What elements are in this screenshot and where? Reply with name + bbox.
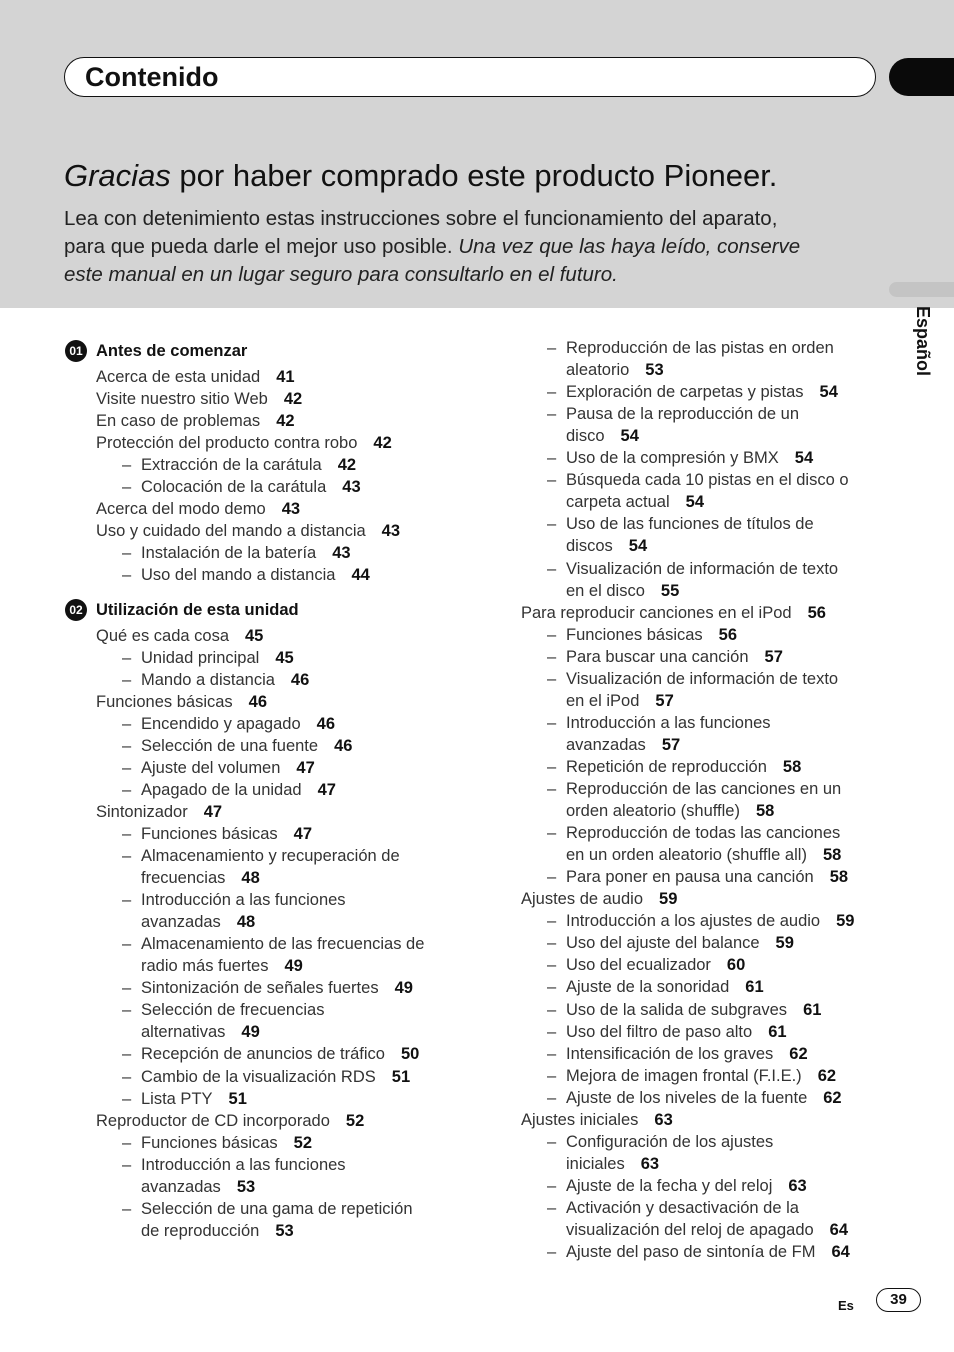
toc-entry-text: Unidad principal — [141, 648, 260, 667]
toc-entry-text: Reproducción de todas las canciones — [566, 824, 841, 843]
chapter-tab — [889, 58, 954, 96]
toc-entry-continuation[interactable] — [141, 911, 255, 933]
toc-entry-text: Selección de una fuente — [141, 736, 319, 755]
toc-page-number: 43 — [381, 522, 401, 541]
toc-dash: – — [547, 713, 557, 732]
toc-entry[interactable] — [566, 403, 799, 425]
toc-dash: – — [547, 1176, 557, 1195]
toc-dash: – — [547, 449, 557, 468]
toc-entry[interactable] — [566, 910, 854, 932]
toc-entry-text: Uso de la salida de subgraves — [566, 1000, 788, 1019]
toc-entry-text: Protección del producto contra robo — [96, 434, 358, 453]
toc-entry[interactable] — [566, 866, 848, 888]
toc-dash: – — [547, 383, 557, 402]
toc-entry[interactable] — [141, 476, 361, 498]
toc-dash: – — [122, 1089, 132, 1108]
toc-page-number: 57 — [764, 647, 783, 666]
toc-dash: – — [547, 1066, 557, 1085]
toc-entry-text: Colocación de la carátula — [141, 478, 327, 497]
toc-entry-text: disco — [566, 427, 605, 446]
toc-page-number: 47 — [293, 824, 313, 843]
toc-page-number: 44 — [351, 566, 370, 585]
toc-entry-text: avanzadas — [566, 735, 646, 754]
section-title: Contenido — [85, 62, 219, 92]
toc-entry[interactable] — [566, 976, 764, 998]
toc-entry-continuation[interactable] — [141, 955, 303, 977]
toc-entry-text: aleatorio — [566, 361, 630, 380]
toc-page-number: 45 — [245, 626, 264, 645]
toc-page-number: 51 — [228, 1089, 247, 1108]
toc-page-number: 49 — [241, 1023, 260, 1042]
toc-entry[interactable] — [96, 625, 263, 647]
toc-entry-text: Ajuste del paso de sintonía de FM — [566, 1243, 816, 1262]
toc-entry-text: Introducción a las funciones — [141, 1155, 346, 1174]
toc-entry[interactable] — [96, 498, 300, 520]
toc-entry[interactable] — [96, 410, 295, 432]
toc-entry-continuation[interactable] — [566, 1219, 848, 1241]
toc-page-number: 64 — [831, 1243, 850, 1262]
toc-dash: – — [547, 647, 557, 666]
intro-line-3 — [64, 261, 854, 289]
toc-page-number: 53 — [275, 1221, 294, 1240]
toc-page-number: 59 — [836, 912, 855, 931]
toc-entry-text: en el iPod — [566, 691, 640, 710]
toc-entry-continuation[interactable] — [566, 535, 647, 557]
toc-page-number: 48 — [236, 913, 256, 932]
toc-entry[interactable] — [141, 735, 352, 757]
toc-page-number: 42 — [373, 434, 392, 453]
toc-dash: – — [122, 1045, 132, 1064]
toc-page-number: 58 — [829, 868, 849, 887]
toc-entry[interactable] — [96, 432, 392, 454]
toc-entry-text: Exploración de carpetas y pistas — [566, 383, 804, 402]
section-heading: Utilización de esta unidad — [96, 600, 299, 619]
toc-entry[interactable] — [96, 366, 295, 388]
toc-entry[interactable] — [566, 932, 794, 954]
toc-page-number: 56 — [807, 603, 826, 622]
toc-entry[interactable] — [566, 999, 821, 1021]
toc-entry-text: Selección de frecuencias — [141, 1001, 325, 1020]
toc-page-number: 45 — [275, 648, 294, 667]
toc-entry[interactable] — [566, 668, 838, 690]
toc-entry[interactable] — [141, 823, 312, 845]
toc-entry[interactable] — [141, 1132, 312, 1154]
toc-page-number: 64 — [829, 1221, 849, 1239]
toc-dash: – — [122, 1155, 132, 1174]
toc-page-number: 50 — [401, 1045, 420, 1064]
toc-dash: – — [122, 1001, 132, 1020]
section-title-box — [64, 57, 876, 97]
toc-entry-text: carpeta actual — [566, 493, 670, 512]
section-number-badge: 02 — [65, 599, 87, 621]
toc-page-number: 46 — [334, 736, 353, 755]
toc-entry-text: Uso del ajuste del balance — [566, 934, 760, 953]
toc-entry[interactable] — [566, 1131, 773, 1153]
toc-dash: – — [547, 1198, 557, 1217]
toc-page-number: 54 — [628, 537, 648, 556]
toc-page-number: 46 — [248, 692, 268, 711]
toc-dash: – — [547, 471, 557, 490]
toc-entry-text: alternativas — [141, 1023, 226, 1042]
toc-entry-text: en el disco — [566, 581, 645, 600]
toc-dash: – — [547, 978, 557, 997]
toc-entry-text: Repetición de reproducción — [566, 757, 767, 776]
toc-entry-continuation[interactable] — [566, 491, 704, 513]
toc-dash: – — [547, 1022, 557, 1041]
toc-entry-text: visualización del reloj de apagado — [566, 1221, 814, 1239]
toc-entry-text: radio más fuertes — [141, 957, 269, 976]
toc-page-number: 61 — [745, 978, 764, 997]
toc-dash: – — [547, 405, 557, 424]
toc-entry-text: Ajuste de la fecha y del reloj — [566, 1176, 773, 1195]
toc-entry[interactable] — [566, 954, 745, 976]
footer-page-number: 39 — [876, 1288, 921, 1312]
toc-dash: – — [122, 714, 132, 733]
toc-page-number: 61 — [803, 1000, 822, 1019]
toc-dash: – — [547, 780, 557, 798]
toc-entry-text: Visualización de información de texto — [566, 669, 839, 688]
toc-entry-text: Funciones básicas — [566, 625, 703, 644]
toc-entry[interactable] — [521, 602, 826, 624]
toc-dash: – — [547, 912, 557, 931]
toc-entry[interactable] — [566, 469, 849, 491]
toc-entry-continuation[interactable] — [141, 1176, 255, 1198]
toc-dash: – — [122, 1199, 132, 1218]
toc-entry-continuation[interactable] — [566, 844, 841, 866]
toc-entry-text: de reproducción — [141, 1221, 260, 1240]
toc-dash: – — [547, 515, 557, 534]
toc-entry-text: Recepción de anuncios de tráfico — [141, 1045, 385, 1064]
intro-paragraph — [64, 205, 854, 289]
toc-entry-text: Introducción a las funciones — [141, 891, 346, 910]
toc-entry-text: Reproducción de las canciones en un — [566, 780, 842, 798]
toc-entry[interactable] — [141, 542, 351, 564]
toc-entry-text: Mando a distancia — [141, 670, 275, 689]
toc-entry-text: Acerca del modo demo — [96, 500, 266, 519]
toc-entry[interactable] — [96, 801, 222, 823]
toc-entry[interactable] — [96, 691, 267, 713]
toc-entry-text: Búsqueda cada 10 pistas en el disco o — [566, 471, 849, 490]
toc-entry-continuation[interactable] — [141, 1220, 294, 1242]
intro-line-2-plain: para que pueda darle el mejor uso posible. — [64, 235, 459, 258]
toc-page-number: 42 — [283, 390, 303, 409]
toc-entry-text: Para buscar una canción — [566, 647, 749, 666]
toc-entry[interactable] — [566, 712, 771, 734]
toc-entry[interactable] — [141, 454, 356, 476]
toc-entry[interactable] — [566, 337, 834, 359]
toc-entry[interactable] — [141, 1043, 419, 1065]
toc-entry-text: Almacenamiento y recuperación de — [141, 847, 400, 865]
toc-entry[interactable] — [141, 933, 424, 955]
toc-page-number: 47 — [296, 758, 315, 777]
heading-italic: Gracias — [64, 158, 171, 193]
toc-entry-text: Lista PTY — [141, 1089, 213, 1108]
toc-page-number: 52 — [293, 1133, 313, 1152]
toc-entry-text: Ajustes de audio — [521, 890, 644, 909]
toc-entry[interactable] — [141, 889, 346, 911]
toc-entry-text: Funciones básicas — [96, 692, 233, 711]
toc-page-number: 43 — [342, 478, 361, 497]
toc-page-number: 54 — [794, 449, 814, 468]
intro-line-3-italic: este manual en un lugar seguro para consultarlo en el futuro. — [64, 263, 618, 286]
toc-dash: – — [547, 1243, 557, 1262]
toc-entry-text: Uso del filtro de paso alto — [566, 1022, 753, 1041]
toc-dash: – — [547, 868, 557, 887]
toc-entry[interactable] — [141, 999, 324, 1021]
toc-page-number: 49 — [284, 957, 303, 976]
toc-dash: – — [122, 758, 132, 777]
toc-entry[interactable] — [566, 1197, 799, 1219]
toc-entry[interactable] — [141, 647, 294, 669]
toc-entry-text: Visite nuestro sitio Web — [96, 390, 268, 409]
toc-page-number: 63 — [640, 1154, 660, 1173]
toc-entry-text: avanzadas — [141, 913, 221, 932]
toc-entry-text: Funciones básicas — [141, 824, 278, 843]
intro-line-2 — [64, 233, 854, 261]
toc-entry-continuation[interactable] — [566, 580, 679, 602]
toc-entry[interactable] — [141, 564, 370, 586]
toc-entry[interactable] — [566, 381, 838, 403]
toc-entry[interactable] — [566, 513, 814, 535]
toc-entry[interactable] — [566, 778, 841, 800]
toc-dash: – — [547, 757, 557, 776]
intro-line-2-italic: Una vez que las haya leído, conserve — [458, 235, 801, 258]
language-label: Español — [913, 306, 933, 377]
toc-page-number: 47 — [317, 780, 336, 799]
toc-page-number: 43 — [281, 500, 301, 519]
toc-page-number: 58 — [782, 757, 802, 776]
toc-entry[interactable] — [141, 669, 309, 691]
toc-dash: – — [122, 824, 132, 843]
toc-entry[interactable] — [566, 1065, 836, 1087]
toc-entry-text: Cambio de la visualización RDS — [141, 1067, 376, 1086]
toc-dash: – — [547, 1000, 557, 1019]
toc-entry[interactable] — [566, 1021, 787, 1043]
toc-entry-text: Reproductor de CD incorporado — [96, 1111, 330, 1130]
toc-entry[interactable] — [521, 1109, 673, 1131]
toc-entry-text: Instalación de la batería — [141, 544, 317, 563]
toc-page-number: 43 — [332, 544, 351, 563]
toc-entry[interactable] — [96, 520, 400, 542]
toc-entry-text: Activación y desactivación de la — [566, 1198, 799, 1217]
toc-dash: – — [547, 559, 557, 578]
toc-entry-text: Para poner en pausa una canción — [566, 868, 814, 887]
toc-dash: – — [547, 934, 557, 953]
toc-page-number: 57 — [655, 691, 674, 710]
toc-page-number: 48 — [241, 869, 260, 888]
toc-page-number: 57 — [661, 735, 681, 754]
toc-entry-text: Qué es cada cosa — [96, 626, 229, 645]
toc-entry-text: avanzadas — [141, 1177, 221, 1196]
toc-entry-text: Ajuste del volumen — [141, 758, 281, 777]
toc-entry-text: Funciones básicas — [141, 1133, 278, 1152]
toc-entry[interactable] — [566, 447, 813, 469]
toc-entry-text: Uso del mando a distancia — [141, 566, 336, 585]
toc-entry-text: Ajuste de la sonoridad — [566, 978, 730, 997]
toc-entry[interactable] — [566, 558, 838, 580]
toc-page-number: 56 — [718, 625, 738, 644]
section-heading: Antes de comenzar — [96, 342, 248, 360]
toc-page-number: 47 — [203, 802, 223, 821]
heading-rest: por haber comprado este producto Pioneer. — [170, 158, 778, 193]
toc-dash: – — [122, 935, 132, 954]
toc-page-number: 62 — [817, 1066, 837, 1085]
toc-entry[interactable] — [141, 757, 315, 779]
toc-entry-text: Acerca de esta unidad — [96, 368, 261, 386]
toc-entry-text: Uso de la compresión y BMX — [566, 449, 779, 468]
toc-entry-text: Visualización de información de texto — [566, 559, 839, 578]
toc-dash: – — [547, 1044, 557, 1063]
toc-page-number: 54 — [819, 383, 838, 402]
toc-entry[interactable] — [141, 977, 413, 999]
toc-entry-continuation[interactable] — [141, 1021, 260, 1043]
toc-page-number: 60 — [726, 956, 746, 975]
toc-entry-text: frecuencias — [141, 869, 226, 888]
toc-dash: – — [122, 670, 132, 689]
toc-dash: – — [122, 544, 132, 563]
toc-dash: – — [122, 1133, 132, 1152]
toc-entry-text: discos — [566, 537, 613, 556]
toc-dash: – — [547, 824, 557, 843]
toc-entry-continuation[interactable] — [566, 1153, 659, 1175]
toc-entry[interactable] — [521, 888, 677, 910]
toc-page-number: 41 — [276, 368, 295, 386]
toc-page-number: 53 — [645, 361, 664, 380]
toc-entry-text: En caso de problemas — [96, 412, 261, 431]
toc-page-number: 42 — [337, 456, 357, 475]
toc-page-number: 58 — [822, 846, 842, 865]
toc-page-number: 58 — [755, 802, 775, 821]
toc-entry[interactable] — [96, 1110, 364, 1132]
toc-entry-text: Extracción de la carátula — [141, 456, 322, 475]
toc-dash: – — [122, 891, 132, 910]
toc-entry-text: orden aleatorio (shuffle) — [566, 802, 740, 821]
toc-entry[interactable] — [566, 1043, 808, 1065]
section-number-badge: 01 — [65, 340, 87, 362]
toc-dash: – — [547, 1088, 557, 1107]
toc-dash: – — [122, 979, 132, 998]
toc-page-number: 63 — [788, 1176, 807, 1195]
toc-dash: – — [122, 478, 132, 497]
toc-entry-text: Selección de una gama de repetición — [141, 1199, 413, 1218]
toc-page-number: 49 — [394, 979, 413, 998]
toc-entry-text: Encendido y apagado — [141, 714, 301, 733]
toc-entry-continuation[interactable] — [566, 359, 664, 381]
toc-entry-continuation[interactable] — [566, 800, 774, 822]
toc-entry[interactable] — [141, 1154, 346, 1176]
footer-language-code: Es — [838, 1298, 854, 1313]
toc-entry-text: Reproducción de las pistas en orden — [566, 339, 834, 357]
toc-dash: – — [122, 648, 132, 667]
toc-entry[interactable] — [141, 1088, 247, 1110]
toc-page-number: 61 — [768, 1022, 787, 1041]
toc-dash: – — [547, 625, 557, 644]
toc-entry-text: Mejora de imagen frontal (F.I.E.) — [566, 1066, 802, 1085]
toc-dash: – — [547, 1132, 557, 1151]
toc-page-number: 54 — [620, 427, 639, 446]
toc-dash: – — [122, 736, 132, 755]
toc-entry-text: en un orden aleatorio (shuffle all) — [566, 846, 807, 865]
toc-page-number: 42 — [276, 412, 295, 431]
toc-entry-text: Uso de las funciones de títulos de — [566, 515, 814, 534]
toc-page-number: 51 — [391, 1067, 411, 1086]
toc-entry[interactable] — [566, 1175, 807, 1197]
toc-entry-text: Ajustes iniciales — [521, 1110, 639, 1129]
toc-entry[interactable] — [141, 845, 400, 867]
toc-dash: – — [122, 780, 132, 799]
toc-entry-text: Pausa de la reproducción de un — [566, 405, 799, 424]
toc-entry[interactable] — [566, 1087, 842, 1109]
intro-line-1: Lea con detenimiento estas instrucciones sobre el funcionamiento del aparato, — [64, 207, 778, 230]
toc-page-number: 46 — [290, 670, 310, 689]
toc-entry-text: Almacenamiento de las frecuencias de — [141, 935, 425, 954]
toc-page-number: 53 — [236, 1177, 256, 1196]
toc-entry-text: iniciales — [566, 1154, 625, 1173]
toc-page-number: 63 — [654, 1110, 673, 1129]
toc-page-number: 62 — [789, 1044, 808, 1063]
toc-entry-text: Introducción a los ajustes de audio — [566, 912, 821, 931]
toc-entry[interactable] — [141, 1066, 410, 1088]
toc-page-number: 59 — [659, 890, 678, 909]
toc-entry-text: Intensificación de los graves — [566, 1044, 774, 1063]
toc-entry[interactable] — [566, 1241, 850, 1263]
toc-dash: – — [547, 956, 557, 975]
toc-entry-text: Para reproducir canciones en el iPod — [521, 603, 792, 622]
toc-page-number: 55 — [660, 581, 680, 600]
toc-dash: – — [122, 456, 132, 475]
toc-entry[interactable] — [141, 1198, 413, 1220]
toc-entry-text: Uso del ecualizador — [566, 956, 711, 975]
toc-entry-continuation[interactable] — [566, 734, 680, 756]
toc-entry-text: Uso y cuidado del mando a distancia — [96, 522, 366, 541]
toc-entry[interactable] — [566, 646, 783, 668]
toc-dash: – — [547, 669, 557, 688]
toc-page-number: 62 — [823, 1088, 842, 1107]
toc-entry-text: Sintonización de señales fuertes — [141, 979, 379, 998]
toc-entry-continuation[interactable] — [566, 690, 674, 712]
toc-entry[interactable] — [566, 822, 840, 844]
toc-dash: – — [122, 1067, 132, 1086]
toc-entry-continuation[interactable] — [566, 425, 639, 447]
toc-dash: – — [122, 566, 132, 585]
toc-page-number: 52 — [345, 1111, 365, 1130]
toc-entry[interactable] — [141, 779, 336, 801]
toc-entry[interactable] — [96, 388, 302, 410]
toc-entry-text: Apagado de la unidad — [141, 780, 302, 799]
toc-entry-text: Introducción a las funciones — [566, 713, 771, 732]
toc-page-number: 59 — [775, 934, 794, 953]
toc-entry-text: Ajuste de los niveles de la fuente — [566, 1088, 808, 1107]
page-heading — [64, 158, 777, 194]
toc-entry[interactable] — [566, 756, 801, 778]
toc-entry-text: Configuración de los ajustes — [566, 1132, 774, 1151]
toc-dash: – — [122, 847, 132, 865]
language-tab-bar — [889, 282, 954, 297]
toc-dash: – — [547, 339, 557, 357]
toc-entry-text: Sintonizador — [96, 802, 188, 821]
toc-page-number: 54 — [685, 493, 705, 512]
toc-page-number: 46 — [316, 714, 335, 733]
toc-entry-continuation[interactable] — [141, 867, 260, 889]
toc-entry[interactable] — [566, 624, 737, 646]
toc-entry[interactable] — [141, 713, 335, 735]
